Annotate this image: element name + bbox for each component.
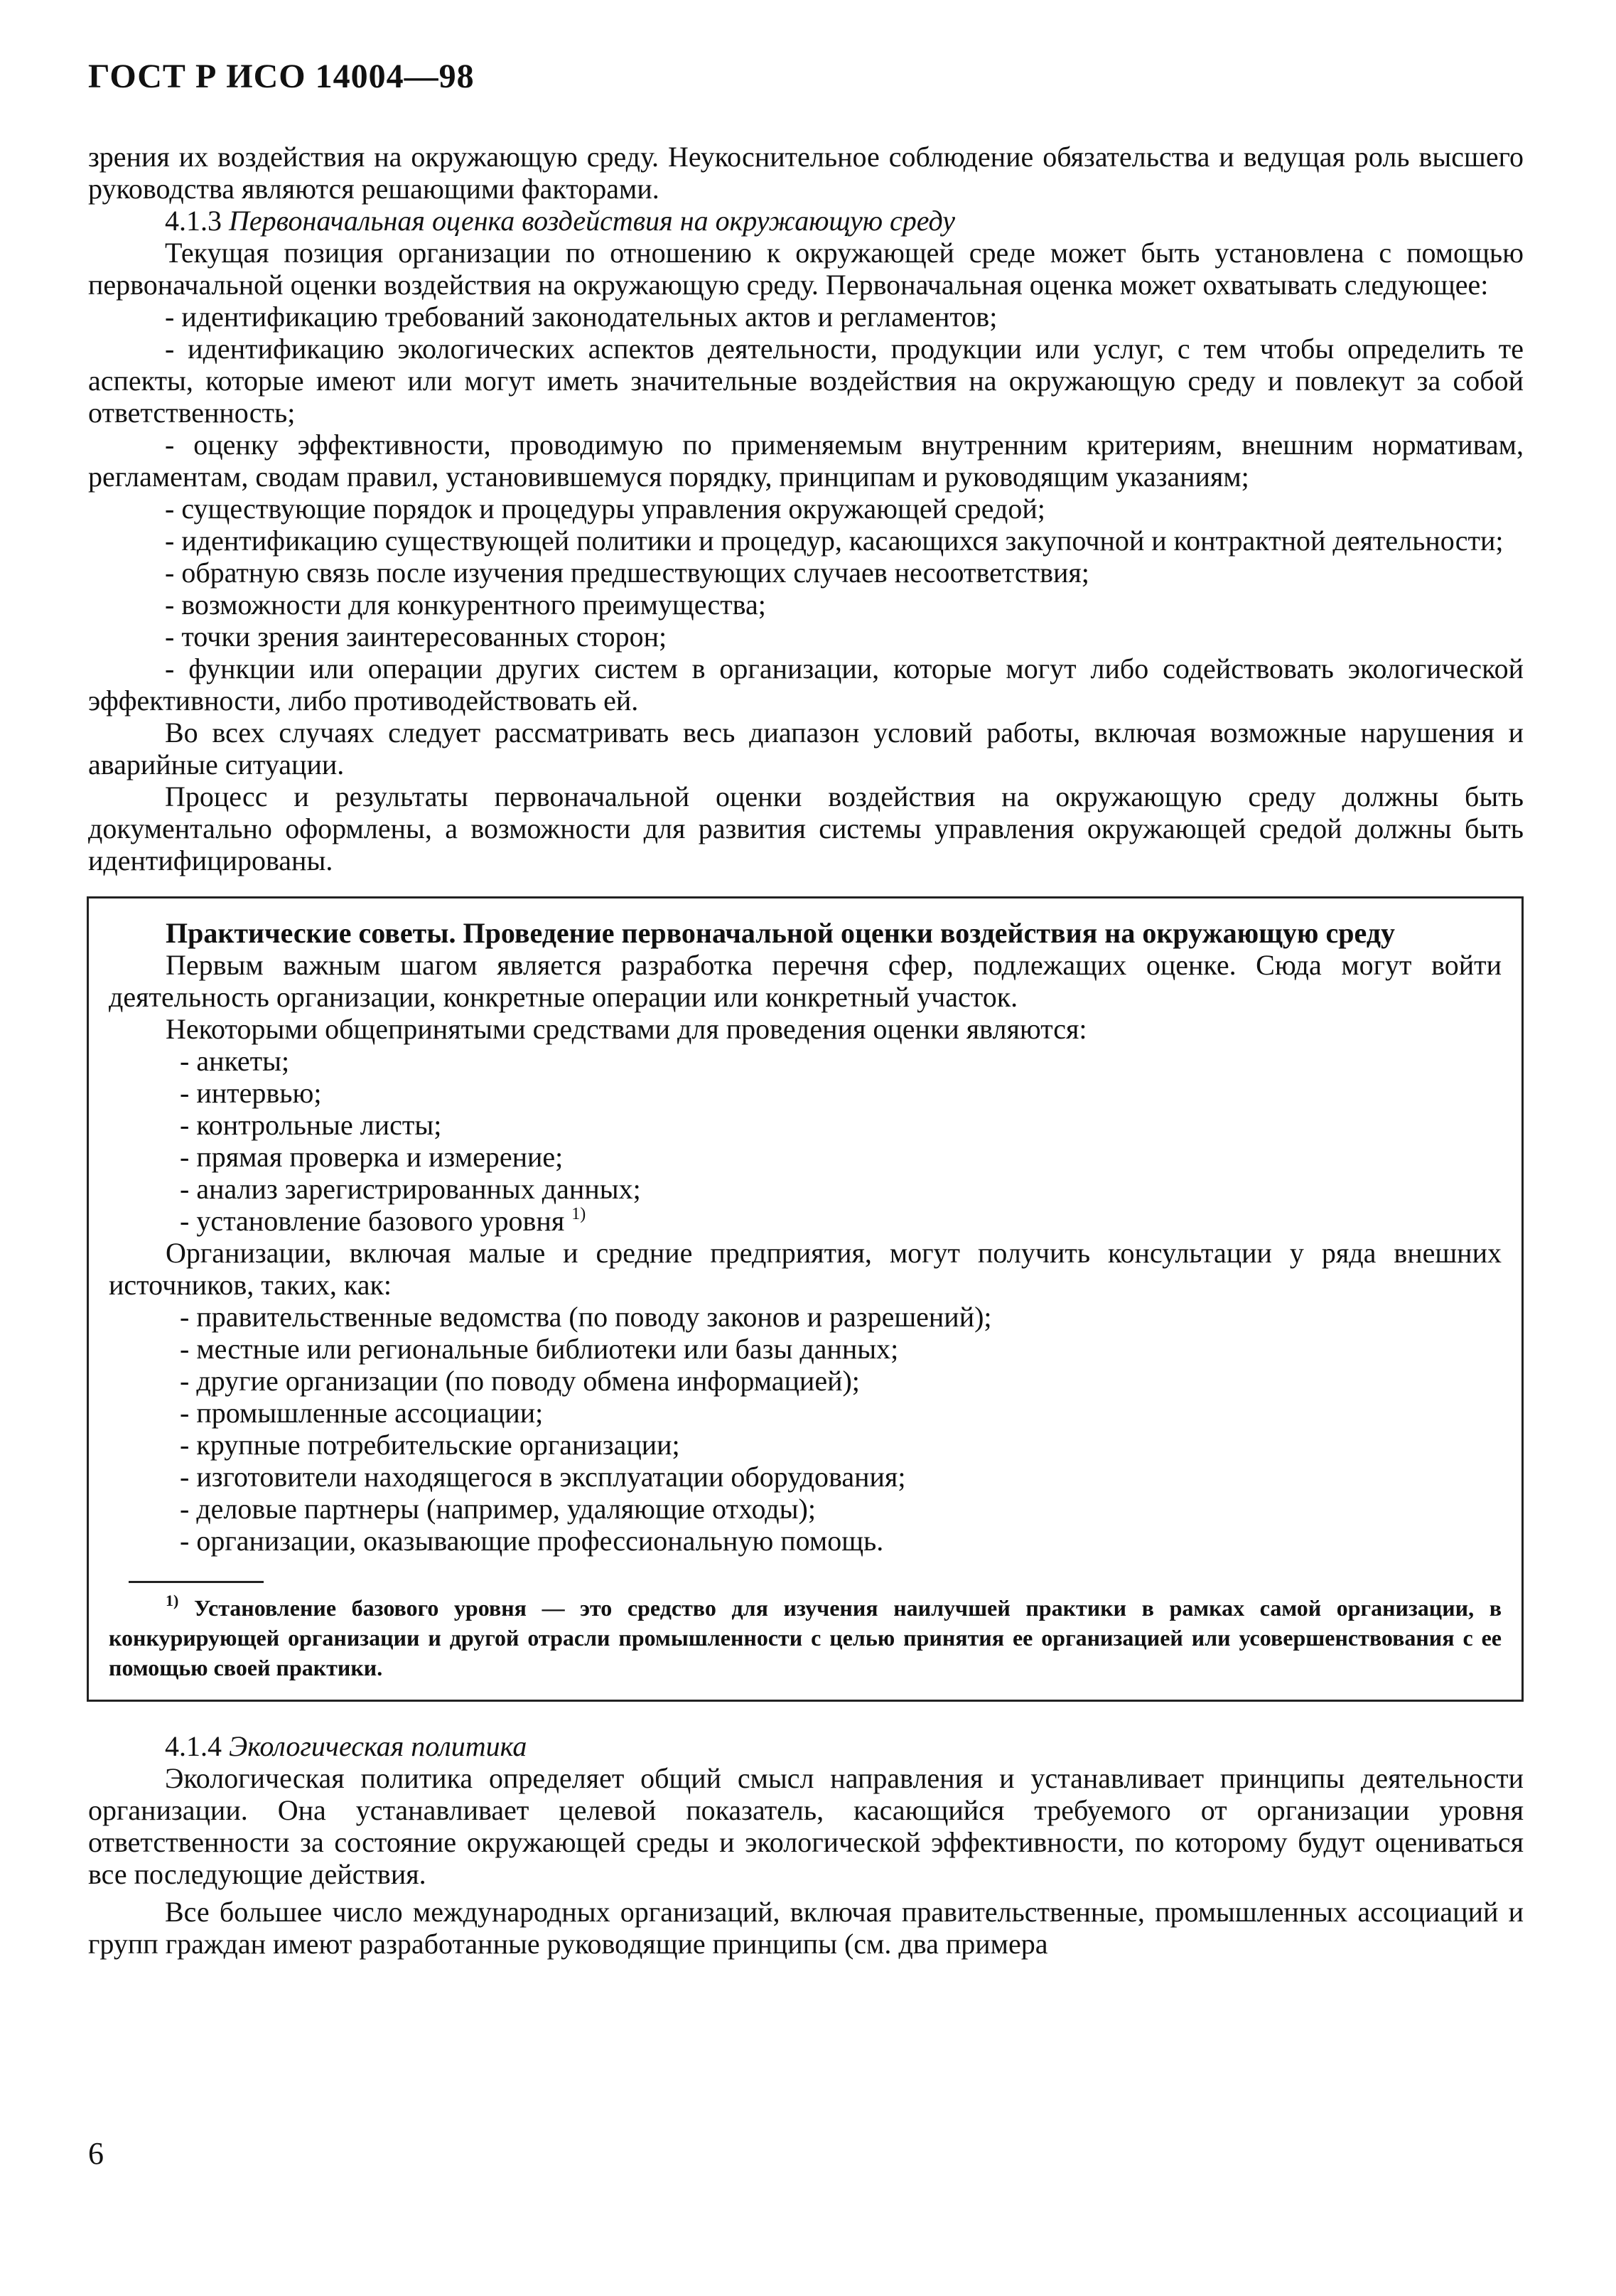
section-414-paragraph-2: Все большее число международных организаций, включая правительственные, промышленных ассоциаций и групп граждан имеют разработанные руководящие принципы (см. два примера — [88, 1896, 1524, 1960]
section-413-paragraph-3: Процесс и результаты первоначальной оценки воздействия на окружающую среду должны быть документально оформлены, а возможности для развития системы управления окружающей средой должны быть идентифицированы. — [88, 780, 1524, 876]
section-title: Первоначальная оценка воздействия на окружающую среду — [229, 205, 955, 237]
list-item: - интервью; — [180, 1077, 322, 1109]
list-item — [109, 1205, 1502, 1237]
list-item: - другие организации (по поводу обмена информацией); — [180, 1365, 860, 1397]
box-paragraph-3: Организации, включая малые и средние предприятия, могут получить консультации у ряда внешних источников, таких, как: — [109, 1237, 1502, 1301]
footnote-divider — [129, 1581, 264, 1583]
section-413-paragraph-2: Во всех случаях следует рассматривать весь диапазон условий работы, включая возможные нарушения и аварийные ситуации. — [88, 717, 1524, 780]
list-item: - возможности для конкурентного преимущества; — [165, 589, 766, 621]
document-header: ГОСТ Р ИСО 14004—98 — [88, 58, 475, 95]
footnote-mark: 1) — [166, 1592, 179, 1609]
section-413-heading — [88, 205, 1524, 237]
list-item: - правительственные ведомства (по поводу законов и разрешений); — [180, 1301, 992, 1333]
section-413-paragraph-1: Текущая позиция организации по отношению к окружающей среде может быть установлена с помощью первоначальной оценки воздействия на окружающую среду. Первоначальная оценка может охватывать следующее: — [88, 237, 1524, 301]
list-item: - местные или региональные библиотеки или базы данных; — [180, 1333, 899, 1365]
list-item: - прямая проверка и измерение; — [180, 1141, 564, 1173]
section-number: 4.1.3 — [165, 205, 222, 237]
sources-list — [109, 1301, 1502, 1557]
page-number: 6 — [88, 2136, 104, 2171]
section-number: 4.1.4 — [165, 1730, 222, 1762]
practical-advice-box — [87, 896, 1524, 1702]
box-paragraph-2: Некоторыми общепринятыми средствами для проведения оценки являются: — [166, 1013, 1087, 1045]
list-item: - функции или операции других систем в организации, которые могут либо содействовать экологической эффективности, либо противодействовать ей. — [88, 653, 1524, 717]
list-item: - обратную связь после изучения предшествующих случаев несоответствия; — [165, 557, 1089, 589]
tools-list — [109, 1045, 1502, 1237]
box-paragraph-1: Первым важным шагом является разработка перечня сфер, подлежащих оценке. Сюда могут войти деятельность организации, конкретные операции или конкретный участок. — [109, 949, 1502, 1013]
section-414-paragraph-1: Экологическая политика определяет общий смысл направления и устанавливает принципы деятельности организации. Она устанавливает целевой показатель, касающийся требуемого от организации уровня ответственности за состояние окружающей среды и экологической эффективности, по которому будут оцениваться все последующие действия. — [88, 1762, 1524, 1890]
list-item: - идентификацию требований законодательных актов и регламентов; — [165, 301, 998, 333]
list-item: - крупные потребительские организации; — [180, 1429, 680, 1461]
list-item: - точки зрения заинтересованных сторон; — [165, 621, 667, 653]
list-item: - идентификацию экологических аспектов деятельности, продукции или услуг, с тем чтобы определить те аспекты, которые имеют или могут иметь значительные воздействия на окружающую среду и повлекут за собой ответственность; — [88, 333, 1524, 429]
list-item: - организации, оказывающие профессиональную помощь. — [180, 1525, 884, 1557]
footnote — [109, 1593, 1502, 1683]
intro-paragraph: зрения их воздействия на окружающую среду. Неукоснительное соблюдение обязательства и ведущая роль высшего руководства являются решающими факторами. — [88, 141, 1524, 205]
box-heading: Практические советы. Проведение первоначальной оценки воздействия на окружающую среду — [166, 917, 1395, 949]
footnote-reference: 1) — [571, 1205, 586, 1223]
list-item: - существующие порядок и процедуры управления окружающей средой; — [165, 493, 1045, 525]
list-item: - деловые партнеры (например, удаляющие отходы); — [180, 1493, 816, 1525]
list-item: - анализ зарегистрированных данных; — [180, 1173, 641, 1205]
footnote-text: Установление базового уровня — это средство для изучения наилучшей практики в рамках самой организации, в конкурирующей организации и другой отрасли промышленности с целью принятия ее организацией или усовершенствования с ее помощью своей практики. — [109, 1595, 1502, 1680]
assessment-list — [88, 301, 1524, 717]
section-title: Экологическая политика — [229, 1730, 527, 1762]
list-item: - идентификацию существующей политики и процедур, касающихся закупочной и контрактной деятельности; — [165, 525, 1504, 557]
list-item: - оценку эффективности, проводимую по применяемым внутренним критериям, внешним нормативам, регламентам, сводам правил, установившемуся порядку, принципам и руководящим указаниям; — [88, 429, 1524, 493]
list-item: - анкеты; — [180, 1045, 290, 1077]
list-item: - изготовители находящегося в эксплуатации оборудования; — [180, 1461, 906, 1493]
section-414-heading — [88, 1730, 1524, 1762]
main-content — [88, 141, 1524, 1960]
list-item-text: - установление базового уровня — [180, 1205, 565, 1237]
section-414 — [88, 1730, 1524, 1960]
list-item: - промышленные ассоциации; — [180, 1397, 544, 1429]
list-item: - контрольные листы; — [180, 1109, 442, 1141]
